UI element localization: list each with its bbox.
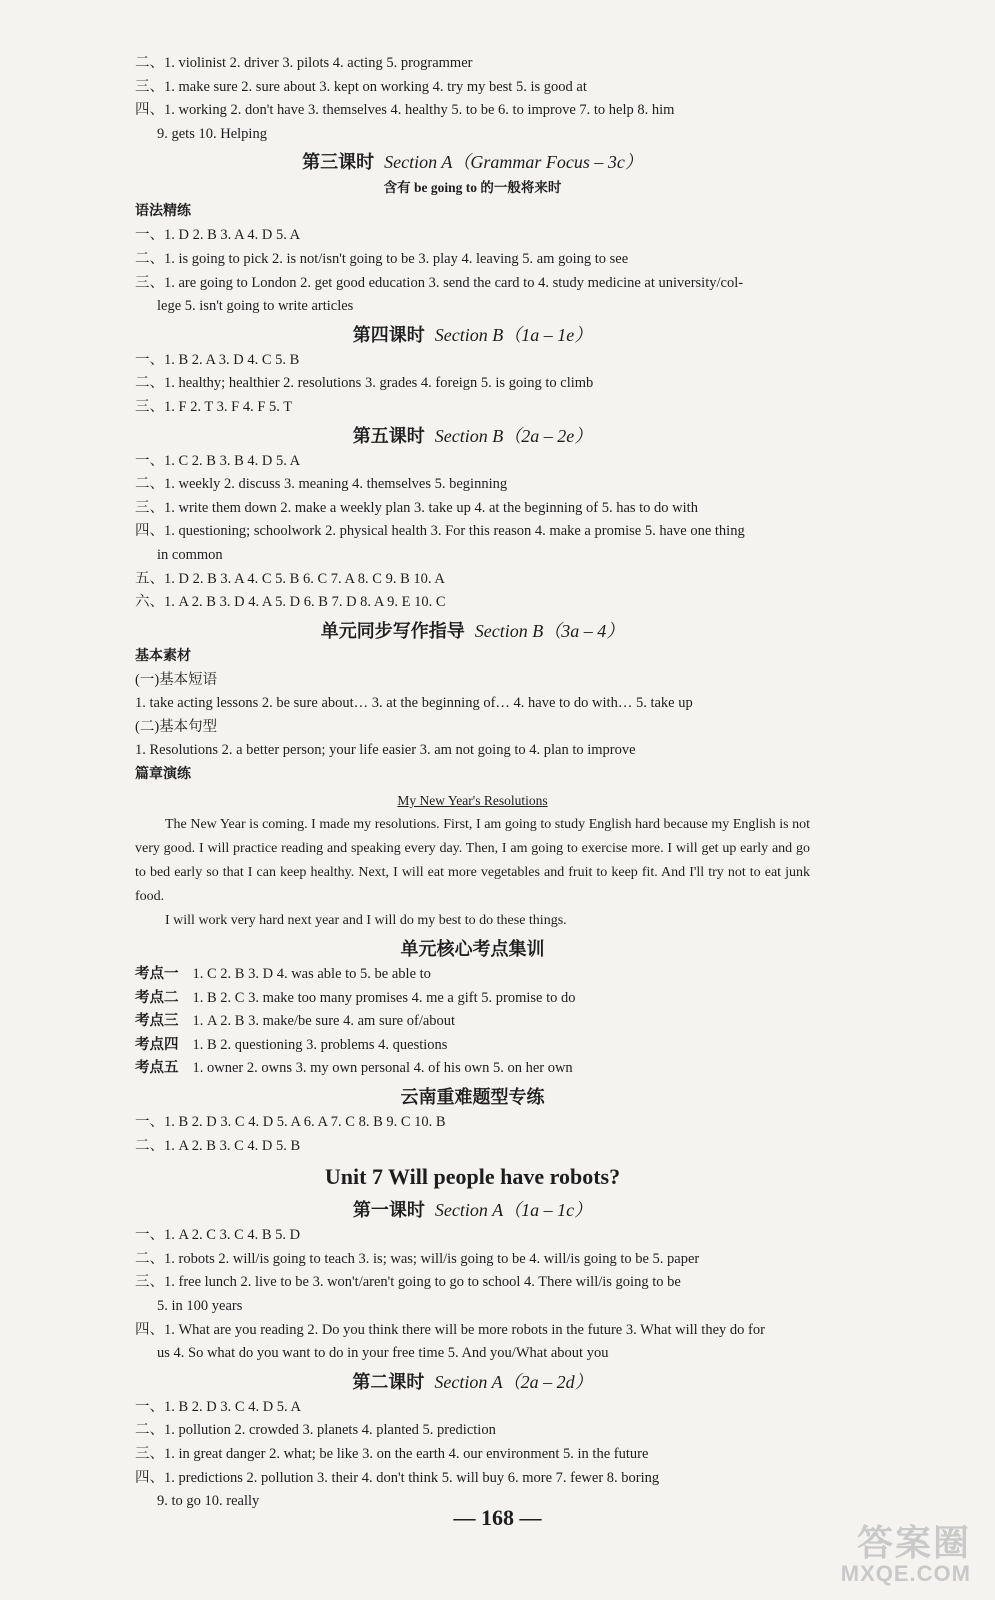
watermark-site: MXQE.COM [840, 1561, 971, 1586]
answer-line: 一、1. B 2. D 3. C 4. D 5. A 6. A 7. C 8. B 9. C 10. B [135, 1114, 446, 1131]
answer-text: 1. B 2. questioning 3. problems 4. questions [192, 1036, 448, 1053]
page-number: — 168 — [453, 1505, 542, 1530]
answer-line: 六、1. A 2. B 3. D 4. A 5. D 6. B 7. D 8. A 9. E 10. C [135, 594, 446, 611]
answer-line: (一)基本短语 [135, 671, 218, 688]
section-heading [135, 148, 810, 176]
answer-line: 二、1. is going to pick 2. is not/isn't going to be 3. play 4. leaving 5. am going to see [135, 250, 629, 267]
section-heading [135, 1083, 810, 1111]
answer-line: 三、1. F 2. T 3. F 4. F 5. T [135, 398, 293, 415]
section-heading [135, 617, 810, 645]
section-heading [135, 1196, 810, 1224]
section-heading-title: 第一课时 [352, 1200, 425, 1221]
section-heading-title: 第四课时 [352, 324, 425, 345]
answer-line: 一、1. B 2. D 3. C 4. D 5. A [135, 1398, 301, 1415]
exam-point-label: 考点五 [135, 1060, 179, 1077]
section-heading-title: 第二课时 [352, 1371, 425, 1392]
answer-line: 一、1. D 2. B 3. A 4. D 5. A [135, 227, 301, 244]
subsection-label: 语法精练 [135, 204, 191, 220]
answer-line: lege 5. isn't going to write articles [157, 298, 354, 315]
section-heading [135, 422, 810, 450]
section-heading-subtitle: Section B（3a – 4） [474, 620, 625, 641]
watermark [841, 1524, 971, 1586]
answer-line: 三、1. in great danger 2. what; be like 3. on the earth 4. our environment 5. in the future [135, 1445, 649, 1462]
answer-line: us 4. So what do you want to do in your free time 5. And you/What about you [157, 1345, 609, 1362]
essay-title: My New Year's Resolutions [397, 793, 548, 809]
section-heading-title: 第五课时 [352, 425, 425, 446]
answer-line: 三、1. free lunch 2. live to be 3. won't/aren't going to go to school 4. There will/is going to be [135, 1274, 681, 1291]
exam-point-label: 考点二 [135, 989, 179, 1006]
answer-line: in common [157, 546, 223, 563]
watermark-logo: 答案圈 [856, 1522, 971, 1563]
answer-line: 9. gets 10. Helping [157, 125, 267, 142]
answer-line [135, 1010, 810, 1034]
answer-line: 5. in 100 years [157, 1298, 243, 1314]
answer-line: 三、1. are going to London 2. get good education 3. send the card to 4. study medicine at university/col- [135, 274, 744, 291]
answer-text: 1. A 2. B 3. make/be sure 4. am sure of/about [192, 1013, 456, 1030]
section-heading-subtitle: Section A（2a – 2d） [434, 1371, 593, 1392]
answer-text: 1. C 2. B 3. D 4. was able to 5. be able to [192, 966, 431, 983]
essay-paragraph: The New Year is coming. I made my resolutions. First, I am going to study English hard because my English is not very good. I will practice reading and speaking every day. Then, I am going to exercise more. I will get up early and go to bed early so that I can keep healthy. Next, I will eat more vegetables and fruit to keep fit. And I'll try not to eat junk food. [135, 817, 810, 905]
answer-text: 1. B 2. C 3. make too many promises 4. me a gift 5. promise to do [192, 989, 576, 1006]
section-heading [135, 321, 810, 349]
section-heading-subtitle: Section A（Grammar Focus – 3c） [384, 152, 643, 173]
answer-line: 1. take acting lessons 2. be sure about… 3. at the beginning of… 4. have to do with… 5. take up [135, 695, 693, 712]
exam-point-label: 考点一 [135, 966, 179, 983]
answer-line: 五、1. D 2. B 3. A 4. C 5. B 6. C 7. A 8. C 9. B 10. A [135, 570, 445, 587]
answer-line [135, 1034, 810, 1058]
grammar-topic: 含有 be going to 的一般将来时 [383, 180, 562, 196]
subsection-label: 基本素材 [135, 648, 191, 664]
answer-line: 二、1. weekly 2. discuss 3. meaning 4. themselves 5. beginning [135, 476, 508, 493]
answer-key-page [135, 52, 810, 1514]
answer-line: 二、1. pollution 2. crowded 3. planets 4. planted 5. prediction [135, 1422, 496, 1439]
unit-title: Unit 7 Will people have robots? [324, 1164, 621, 1190]
section-heading [135, 935, 810, 963]
section-heading-subtitle: Section B（2a – 2e） [434, 425, 593, 446]
subsection-label: 篇章演练 [135, 767, 191, 783]
answer-line: 二、1. healthy; healthier 2. resolutions 3. grades 4. foreign 5. is going to climb [135, 375, 594, 392]
answer-text: 1. owner 2. owns 3. my own personal 4. of his own 5. on her own [192, 1060, 573, 1077]
exam-point-label: 考点三 [135, 1013, 179, 1030]
answer-line [135, 1057, 810, 1081]
answer-line: 四、1. questioning; schoolwork 2. physical health 3. For this reason 4. make a promise 5. have one thing [135, 523, 745, 540]
essay-paragraph: I will work very hard next year and I will do my best to do these things. [165, 913, 567, 929]
section-heading-title: 单元同步写作指导 [320, 620, 465, 641]
answer-line: 二、1. violinist 2. driver 3. pilots 4. acting 5. programmer [135, 55, 473, 71]
exam-point-label: 考点四 [135, 1036, 179, 1053]
answer-line: 1. Resolutions 2. a better person; your life easier 3. am not going to 4. plan to improve [135, 742, 636, 759]
answer-line: 三、1. write them down 2. make a weekly plan 3. take up 4. at the beginning of 5. has to do with [135, 499, 698, 516]
section-heading-title: 第三课时 [302, 152, 375, 173]
answer-line: 一、1. C 2. B 3. B 4. D 5. A [135, 452, 301, 469]
answer-line: 9. to go 10. really [157, 1493, 260, 1510]
section-heading [135, 1368, 810, 1396]
answer-line: 四、1. predictions 2. pollution 3. their 4. don't think 5. will buy 6. more 7. fewer 8. boring [135, 1469, 660, 1486]
section-heading-subtitle: Section A（1a – 1c） [434, 1200, 593, 1221]
answer-line: 二、1. robots 2. will/is going to teach 3. is; was; will/is going to be 4. will/is going to be 5. paper [135, 1250, 700, 1267]
answer-line: 四、1. What are you reading 2. Do you think there will be more robots in the future 3. What will they do for [135, 1321, 765, 1338]
answer-line: (二)基本句型 [135, 718, 218, 735]
section-heading-title: 云南重难题型专练 [400, 1087, 545, 1108]
answer-line [135, 963, 810, 987]
section-heading-subtitle: Section B（1a – 1e） [434, 324, 593, 345]
answer-line: 三、1. make sure 2. sure about 3. kept on working 4. try my best 5. is good at [135, 78, 587, 95]
answer-line [135, 987, 810, 1011]
answer-line: 四、1. working 2. don't have 3. themselves 4. healthy 5. to be 6. to improve 7. to help 8. him [135, 102, 675, 119]
answer-line: 一、1. A 2. C 3. C 4. B 5. D [135, 1227, 301, 1244]
answer-line: 一、1. B 2. A 3. D 4. C 5. B [135, 351, 300, 368]
answer-line: 二、1. A 2. B 3. C 4. D 5. B [135, 1137, 301, 1154]
section-heading-title: 单元核心考点集训 [400, 939, 545, 960]
